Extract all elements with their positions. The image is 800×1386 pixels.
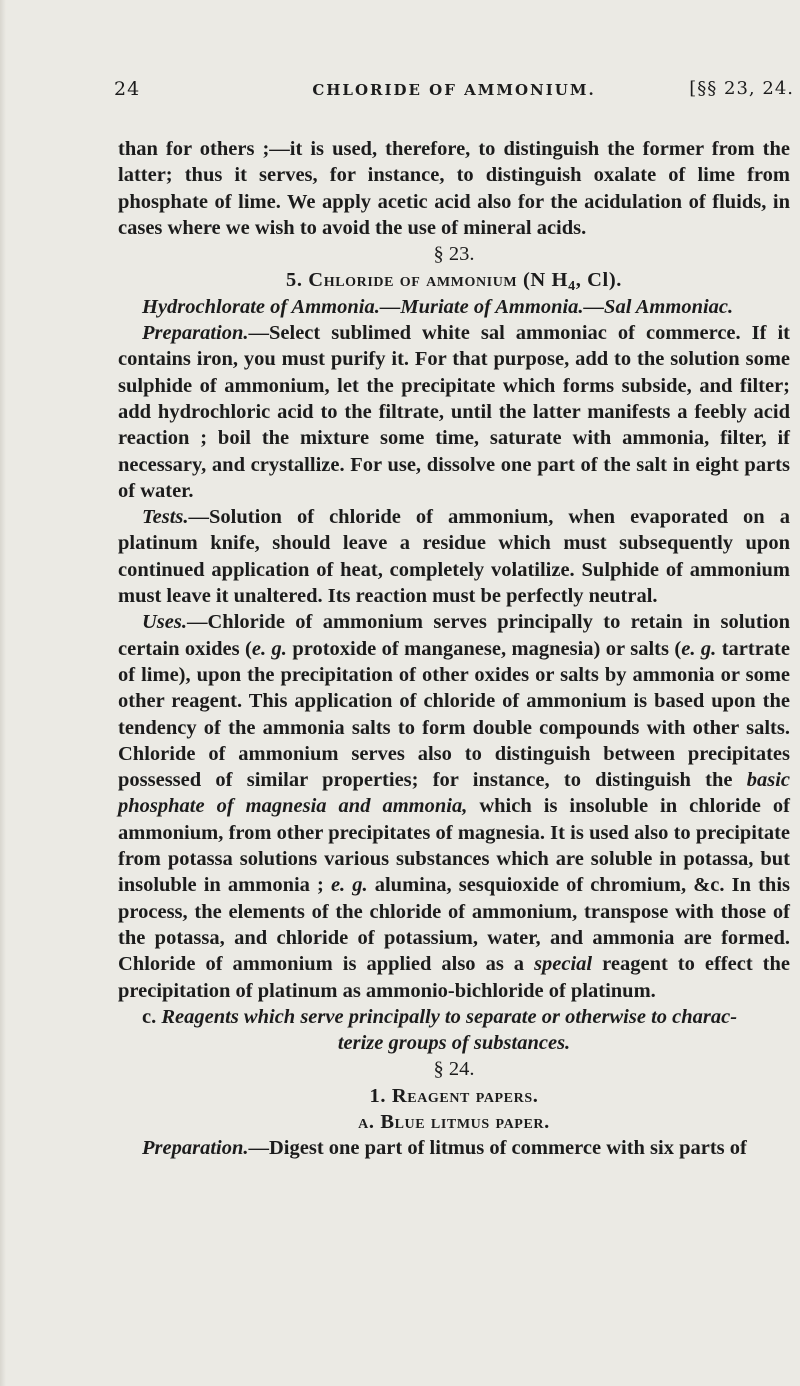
uses-text-1: —Chloride of ammonium serves principally to retain in solution certain oxides (	[118, 611, 790, 660]
uses-text-4: which is insoluble in chloride of ammonium, from other precipitates of magnesia. It is used also to precipitate from potassa solutions various substances which are soluble in potassa, but insoluble in ammonia ;	[118, 795, 790, 897]
uses-italic-1: basic phosphate of magnesia and ammonia,	[118, 769, 790, 818]
page-gutter-shadow	[0, 0, 6, 1386]
group-c-heading-line-1: Reagents which serve principally to separate or otherwise to charac-	[161, 1005, 738, 1028]
uses-text-6: reagent to effect the precipitation of platinum as ammonio-bichloride of platinum.	[118, 953, 790, 1002]
synonyms-line: Hydrochlorate of Ammonia.—Muriate of Ammonia.—Sal Ammoniac.	[142, 295, 734, 318]
tests-paragraph	[118, 504, 790, 609]
page-number: 24	[114, 78, 141, 100]
preparation-paragraph	[118, 320, 790, 504]
section-23-title-number: 5.	[285, 269, 303, 292]
intro-paragraph: than for others ;—it is used, therefore, to distinguish the former from the latter; thus it serves, for instance, to distinguish oxalate of lime from phosphate of lime. We apply acetic acid also for the acidulation of fluids, in cases where we wish to avoid the use of mineral acids.	[118, 138, 790, 239]
uses-eg-1: e. g.	[251, 637, 287, 660]
formula-part-a: (N H	[522, 269, 569, 292]
section-reference: [§§ 23, 24.	[689, 78, 794, 99]
section-23-mark: § 23.	[433, 243, 475, 266]
preparation-label: Preparation.	[142, 322, 249, 345]
running-title: CHLORIDE OF AMMONIUM.	[312, 81, 596, 99]
section-24-mark: § 24.	[433, 1058, 475, 1081]
uses-label: Uses.	[142, 611, 187, 634]
section-24-preparation-text: —Digest one part of litmus of commerce with six parts of	[248, 1137, 747, 1160]
section-24-title: 1. Reagent papers.	[369, 1084, 539, 1107]
section-23-title	[118, 267, 790, 293]
group-c-letter: c.	[142, 1005, 157, 1028]
running-head	[114, 78, 794, 108]
uses-eg-2: e. g.	[681, 637, 717, 660]
group-c-heading	[118, 1004, 790, 1030]
body-text	[118, 136, 790, 1162]
formula-part-b: , Cl).	[575, 269, 622, 292]
section-24-preparation	[118, 1135, 790, 1161]
preparation-text: —Select sublimed white sal ammoniac of commerce. If it contains iron, you must purify it. For that purpose, add to the solution some sulphide of ammonium, let the precipitate which forms subside, and filter; add hydrochloric acid to the filtrate, until the latter manifests a feebly acid reaction ; boil the mixture some time, saturate with ammonia, filter, if necessary, and crystallize. For use, dissolve one part of the salt in eight parts of water.	[118, 322, 790, 502]
section-24-subtitle: a. Blue litmus paper.	[358, 1110, 550, 1133]
group-c-heading-line-2: terize groups of substances.	[337, 1032, 571, 1055]
uses-text-3: tartrate of lime), upon the precipitation of other oxides or salts by ammonia or some other reagent. This application of chloride of ammonium is based upon the tendency of the ammonia salts to form double compounds with other salts. Chloride of ammonium serves also to distinguish between precipitates possessed of similar properties; for instance, to distinguish the	[118, 637, 790, 792]
tests-text: —Solution of chloride of ammonium, when evaporated on a platinum knife, should leave a residue which must subsequently upon continued application of heat, completely volatilize. Sulphide of ammonium must leave it unaltered. Its reaction must be perfectly neutral.	[118, 506, 790, 608]
uses-text-5: alumina, sesquioxide of chromium, &c. In this process, the elements of the chloride of ammonium, transpose with those of the potassa, and chloride of potassium, water, and ammonia are formed. Chloride of ammonium is applied also as a	[118, 874, 790, 976]
uses-italic-2: special	[534, 953, 593, 976]
formula-subscript: 4	[568, 279, 576, 295]
uses-eg-3: e. g.	[330, 874, 368, 897]
uses-text-2: protoxide of manganese, magnesia) or salts (	[286, 637, 682, 660]
uses-paragraph	[118, 609, 790, 1003]
section-24-preparation-label: Preparation.	[142, 1137, 249, 1160]
tests-label: Tests.	[142, 506, 189, 529]
section-23-title-text: Chloride of ammonium	[308, 269, 518, 292]
